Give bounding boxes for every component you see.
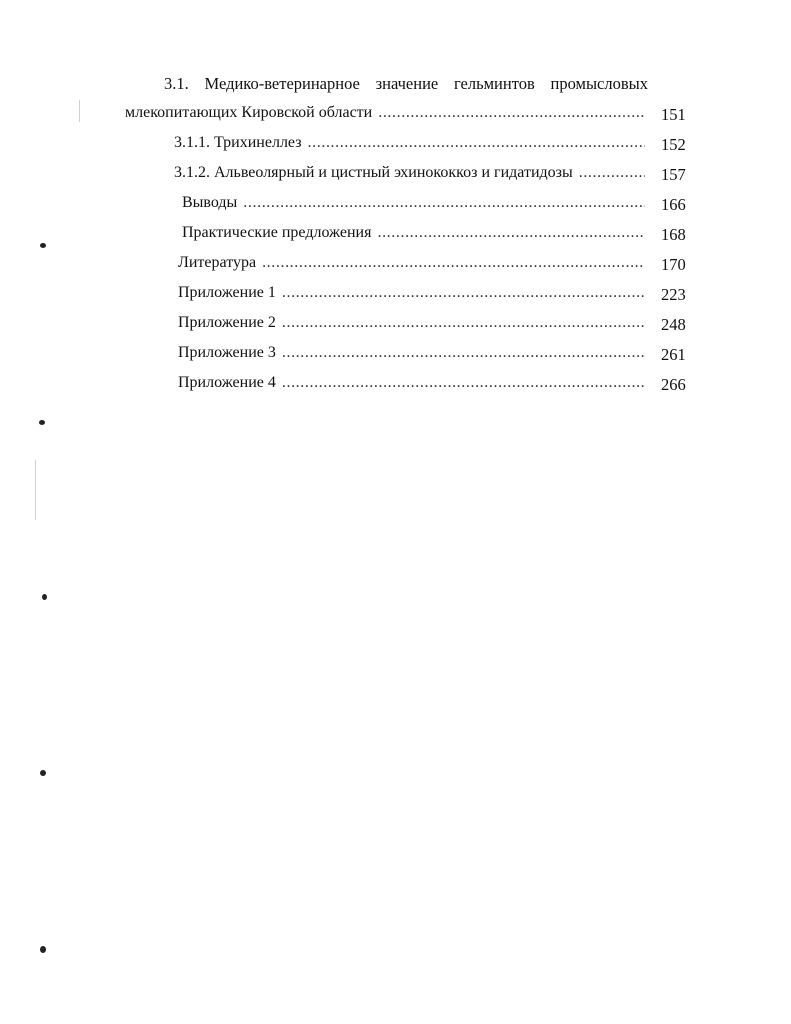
scan-speck	[40, 770, 46, 776]
toc-entry	[178, 344, 649, 366]
toc-leader-dots	[282, 374, 645, 392]
toc-leader-dots	[262, 254, 645, 272]
toc-page-number: 170	[661, 255, 686, 274]
toc-leader-dots	[377, 224, 645, 242]
toc-leader-dots	[282, 314, 645, 332]
toc-page-number: 151	[661, 105, 686, 124]
toc-entry-label: Практические предложения	[182, 224, 372, 241]
toc-entry-label: 3.1.2. Альвеолярный и цистный эхинококкоз и гидатидозы	[174, 164, 573, 181]
scan-speck	[40, 243, 46, 248]
toc-entry	[125, 104, 649, 126]
toc-page-number: 166	[661, 195, 686, 214]
toc-page-number: 152	[661, 135, 686, 154]
toc-entry	[174, 164, 649, 186]
toc-entry-label: Приложение 3	[178, 344, 276, 361]
scan-artifact-line	[35, 460, 36, 520]
toc-page-number: 248	[661, 315, 686, 334]
toc-entry-label: Приложение 4	[178, 374, 276, 391]
toc-entry-label: Литература	[178, 254, 257, 271]
scan-speck	[42, 594, 47, 600]
toc-entry	[182, 194, 649, 216]
toc-page-number: 168	[661, 225, 686, 244]
toc-page-number: 261	[661, 345, 686, 364]
toc-entry	[182, 224, 649, 246]
scan-speck	[40, 946, 46, 953]
toc-entry	[178, 314, 649, 336]
toc-leader-dots	[282, 344, 645, 362]
scan-speck	[39, 420, 45, 425]
toc-leader-dots	[378, 104, 645, 122]
toc-entry	[174, 134, 649, 156]
toc-entry	[178, 374, 649, 396]
toc-leader-dots	[282, 284, 645, 302]
toc-page-number: 223	[661, 285, 686, 304]
toc-page-number: 157	[661, 165, 686, 184]
toc-entry-label: Выводы	[182, 194, 238, 211]
toc-entry-label: млекопитающих Кировской области	[125, 104, 373, 121]
toc-entry	[178, 254, 649, 276]
toc-entry-label: Приложение 1	[178, 284, 276, 301]
toc-entry-label: Приложение 2	[178, 314, 276, 331]
toc-heading-line: 3.1. Медико-ветеринарное значение гельминтов промысловых	[164, 74, 648, 93]
scan-artifact-line	[79, 100, 80, 122]
toc-entry	[178, 284, 649, 306]
toc-page-number: 266	[661, 375, 686, 394]
toc-leader-dots	[308, 134, 645, 152]
toc-leader-dots	[579, 164, 645, 182]
toc-entry-label: 3.1.1. Трихинеллез	[174, 134, 302, 151]
toc-leader-dots	[243, 194, 645, 212]
